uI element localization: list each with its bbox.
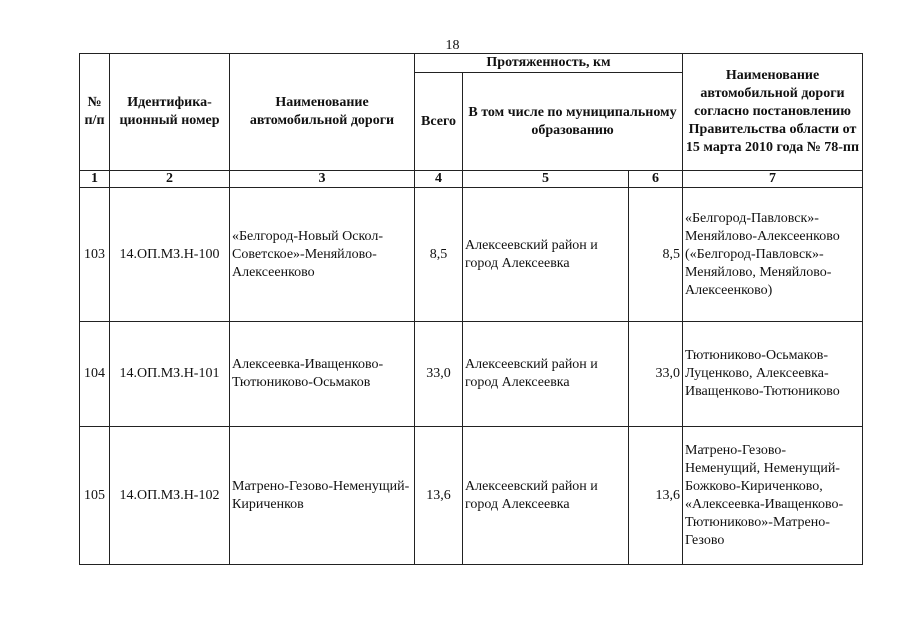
header-municipal: В том числе по муниципальному образованию [463,73,683,171]
roads-table [79,53,863,565]
total-length: 13,6 [415,427,463,565]
column-number: 1 [80,171,110,188]
header-length-group: Протяженность, км [415,54,683,73]
decree-road-name: Матрено-Гезово-Неменущий, Неменущий-Божково-Кириченково, «Алексеевка-Иващенково-Тютюниково»-Матрено-Гезово [683,427,863,565]
road-name: «Белгород-Новый Оскол-Советское»-Меняйлово-Алексеенково [230,188,415,322]
row-number: 103 [80,188,110,322]
municipality: Алексеевский район и город Алексеевка [463,322,629,427]
decree-road-name: Тютюниково-Осьмаков-Луценково, Алексеевка-Иващенково-Тютюниково [683,322,863,427]
column-number: 7 [683,171,863,188]
municipality: Алексеевский район и город Алексеевка [463,188,629,322]
municipal-length: 8,5 [629,188,683,322]
road-id: 14.ОП.МЗ.Н-100 [110,188,230,322]
municipal-length: 13,6 [629,427,683,565]
road-name: Алексеевка-Иващенково-Тютюниково-Осьмаков [230,322,415,427]
road-id: 14.ОП.МЗ.Н-102 [110,427,230,565]
header-id: Идентифика- ционный номер [110,54,230,171]
table-header [80,54,863,188]
column-number: 6 [629,171,683,188]
total-length: 8,5 [415,188,463,322]
header-decree-name: Наименование автомобильной дороги согласно постановлению Правительства области от 15 марта 2010 года № 78-пп [683,54,863,171]
road-id: 14.ОП.МЗ.Н-101 [110,322,230,427]
table-row [80,427,863,565]
column-number: 2 [110,171,230,188]
decree-road-name: «Белгород-Павловск»-Меняйлово-Алексеенково («Белгород-Павловск»-Меняйлово, Меняйлово-Алексеенково) [683,188,863,322]
row-number: 104 [80,322,110,427]
column-number: 3 [230,171,415,188]
row-number: 105 [80,427,110,565]
municipality: Алексеевский район и город Алексеевка [463,427,629,565]
municipal-length: 33,0 [629,322,683,427]
table-row [80,188,863,322]
total-length: 33,0 [415,322,463,427]
header-name: Наименование автомобильной дороги [230,54,415,171]
road-name: Матрено-Гезово-Неменущий-Кириченков [230,427,415,565]
header-num: № п/п [80,54,110,171]
header-total: Всего [415,73,463,171]
table-row [80,322,863,427]
column-number: 5 [463,171,629,188]
page-number: 18 [445,38,460,53]
column-number: 4 [415,171,463,188]
